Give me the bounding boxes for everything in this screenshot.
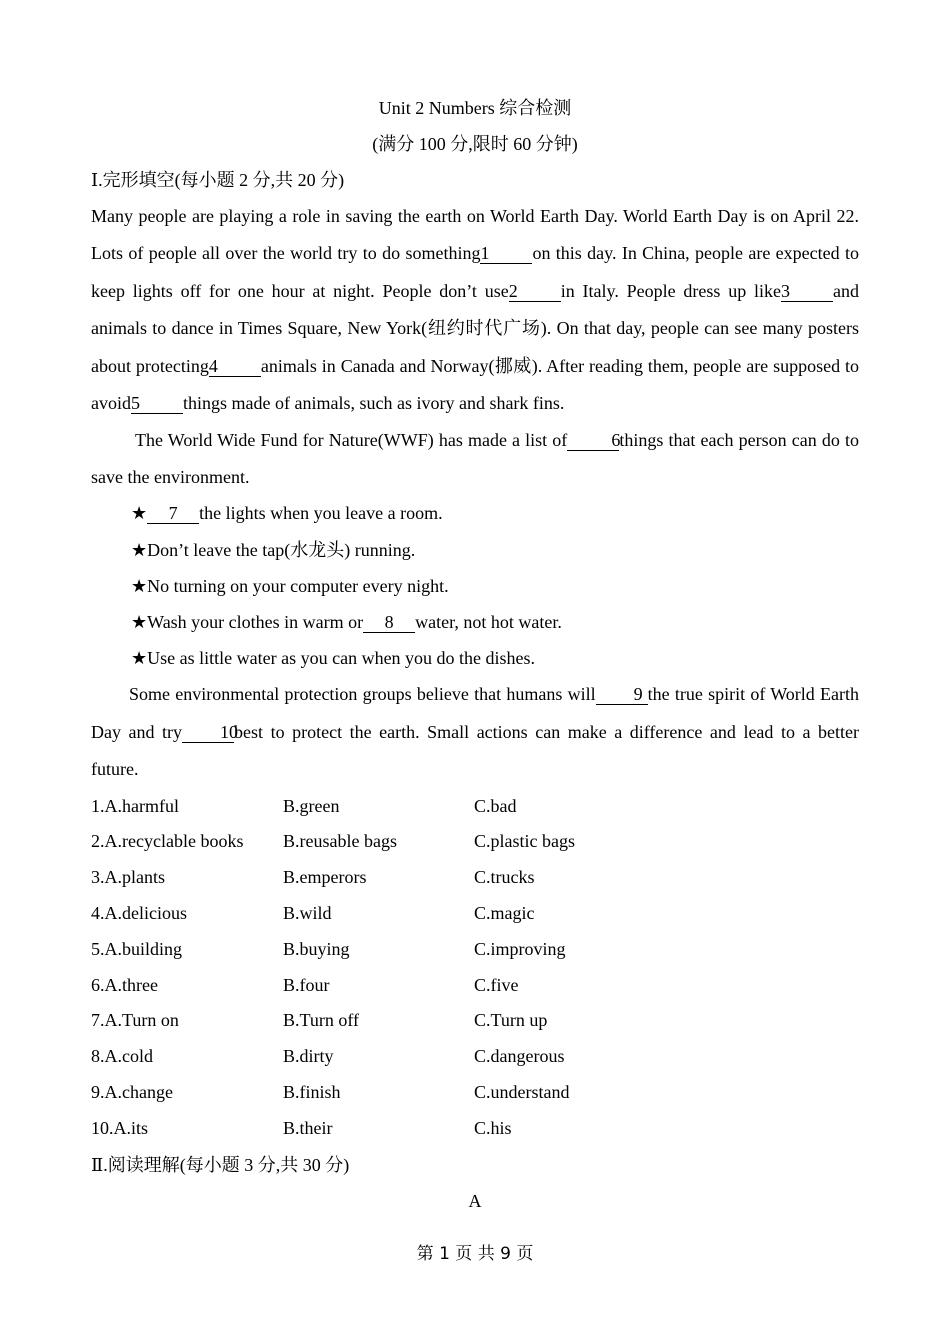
option-c: C.Turn up [474,1010,548,1031]
option-a: 3.A.plants [91,867,165,888]
passage-text: best to protect the earth. Small actions can make a difference and lead to a better future. [91,721,859,780]
bullet-text: No turning on your computer every night. [147,575,449,596]
bullet-text: the lights when you leave a room. [199,503,443,524]
option-b: B.reusable bags [283,831,397,852]
passage-text: The World Wide Fund for Nature(WWF) has made a list of [135,430,568,451]
option-a: 5.A.building [91,938,183,959]
blank-7: 7 [147,503,199,524]
blank-3: 3 [781,281,833,302]
blank-10: 10 [182,722,234,743]
blank-5: 5 [131,393,183,414]
bullet-item-5 [131,640,859,676]
option-row [91,968,859,1004]
option-a: 4.A.delicious [91,903,187,924]
section-2-heading: Ⅱ.阅读理解(每小题 3 分,共 30 分) [91,1154,350,1175]
passage-a-label: A [468,1190,482,1211]
option-row [91,789,859,825]
option-a: 8.A.cold [91,1046,153,1067]
option-a: 6.A.three [91,974,158,995]
option-c: C.trucks [474,867,535,888]
option-c: C.understand [474,1082,570,1103]
option-b: B.wild [283,903,332,924]
option-a: 9.A.change [91,1082,173,1103]
passage-text: animals in Canada and Norway(挪威). After reading them, people are supposed to avoid [91,355,860,414]
star-icon: ★ [131,648,148,669]
option-row [91,1111,859,1147]
passage-text: Many people are playing a role in saving the earth on World Earth Day. World Earth Day is on April 22. Lots of people all over the world try to do something [91,206,859,264]
option-b: B.four [283,974,330,995]
document-page [91,90,859,1219]
option-c: C.dangerous [474,1046,565,1067]
option-c: C.improving [474,938,566,959]
star-icon: ★ [131,612,148,633]
blank-6: 6 [567,430,619,451]
option-a: 1.A.harmful [91,795,179,816]
options-list [91,789,859,1147]
option-c: C.magic [474,903,535,924]
option-row [91,932,859,968]
option-row [91,1039,859,1075]
passage-paragraph-3 [91,676,859,788]
bullet-text: Wash your clothes in warm or [147,612,364,633]
page-footer: 第 1 页 共 9 页 [416,1244,534,1264]
option-row [91,860,859,896]
bullet-item-4 [131,604,859,640]
passage-paragraph-1 [91,198,859,422]
passage-text: things made of animals, such as ivory and shark fins. [183,393,565,414]
bullet-item-2 [131,532,859,568]
blank-8: 8 [363,612,415,633]
option-b: B.Turn off [283,1010,360,1031]
passage-text: things that each person can do to save the environment. [91,430,859,487]
passage-text: Some environmental protection groups believe that humans will [129,684,596,705]
bullet-text: water, not hot water. [415,612,562,633]
option-b: B.finish [283,1082,341,1103]
option-a: 10.A.its [91,1117,149,1138]
bullet-text: Don’t leave the tap(水龙头) running. [147,539,416,560]
option-b: B.green [283,795,340,816]
option-c: C.plastic bags [474,831,575,852]
blank-1: 1 [480,243,532,264]
option-c: C.his [474,1117,512,1138]
bullet-item-1 [131,495,859,531]
option-row [91,1003,859,1039]
passage-text: on this day. In China, people are expected to keep lights off for one hour at night. People don’t use [91,243,859,301]
passage-text: and animals to dance in Times Square, New York(纽约时代广场). On that day, people can see many posters about protecting [91,280,859,376]
option-a: 2.A.recyclable books [91,831,244,852]
blank-4: 4 [209,356,261,377]
passage-text: the true spirit of World Earth Day and try [91,684,859,742]
star-icon: ★ [131,575,148,596]
option-row [91,824,859,860]
bullet-text: Use as little water as you can when you do the dishes. [147,648,536,669]
document-title: Unit 2 Numbers 综合检测 [378,98,572,118]
option-c: C.bad [474,795,517,816]
option-row [91,896,859,932]
option-row [91,1075,859,1111]
passage-paragraph-2 [91,422,859,495]
star-icon: ★ [131,503,148,524]
passage-text: in Italy. People dress up like [560,280,781,301]
option-b: B.emperors [283,867,367,888]
star-icon: ★ [131,539,148,560]
option-c: C.five [474,974,519,995]
bullet-item-3 [131,568,859,604]
document-subtitle: (满分 100 分,限时 60 分钟) [372,134,578,154]
section-1-heading: Ⅰ.完形填空(每小题 2 分,共 20 分) [91,170,345,190]
option-a: 7.A.Turn on [91,1010,179,1031]
blank-2: 2 [509,281,561,302]
option-b: B.their [283,1117,333,1138]
blank-9: 9 [596,684,648,705]
option-b: B.buying [283,938,350,959]
option-b: B.dirty [283,1046,334,1067]
